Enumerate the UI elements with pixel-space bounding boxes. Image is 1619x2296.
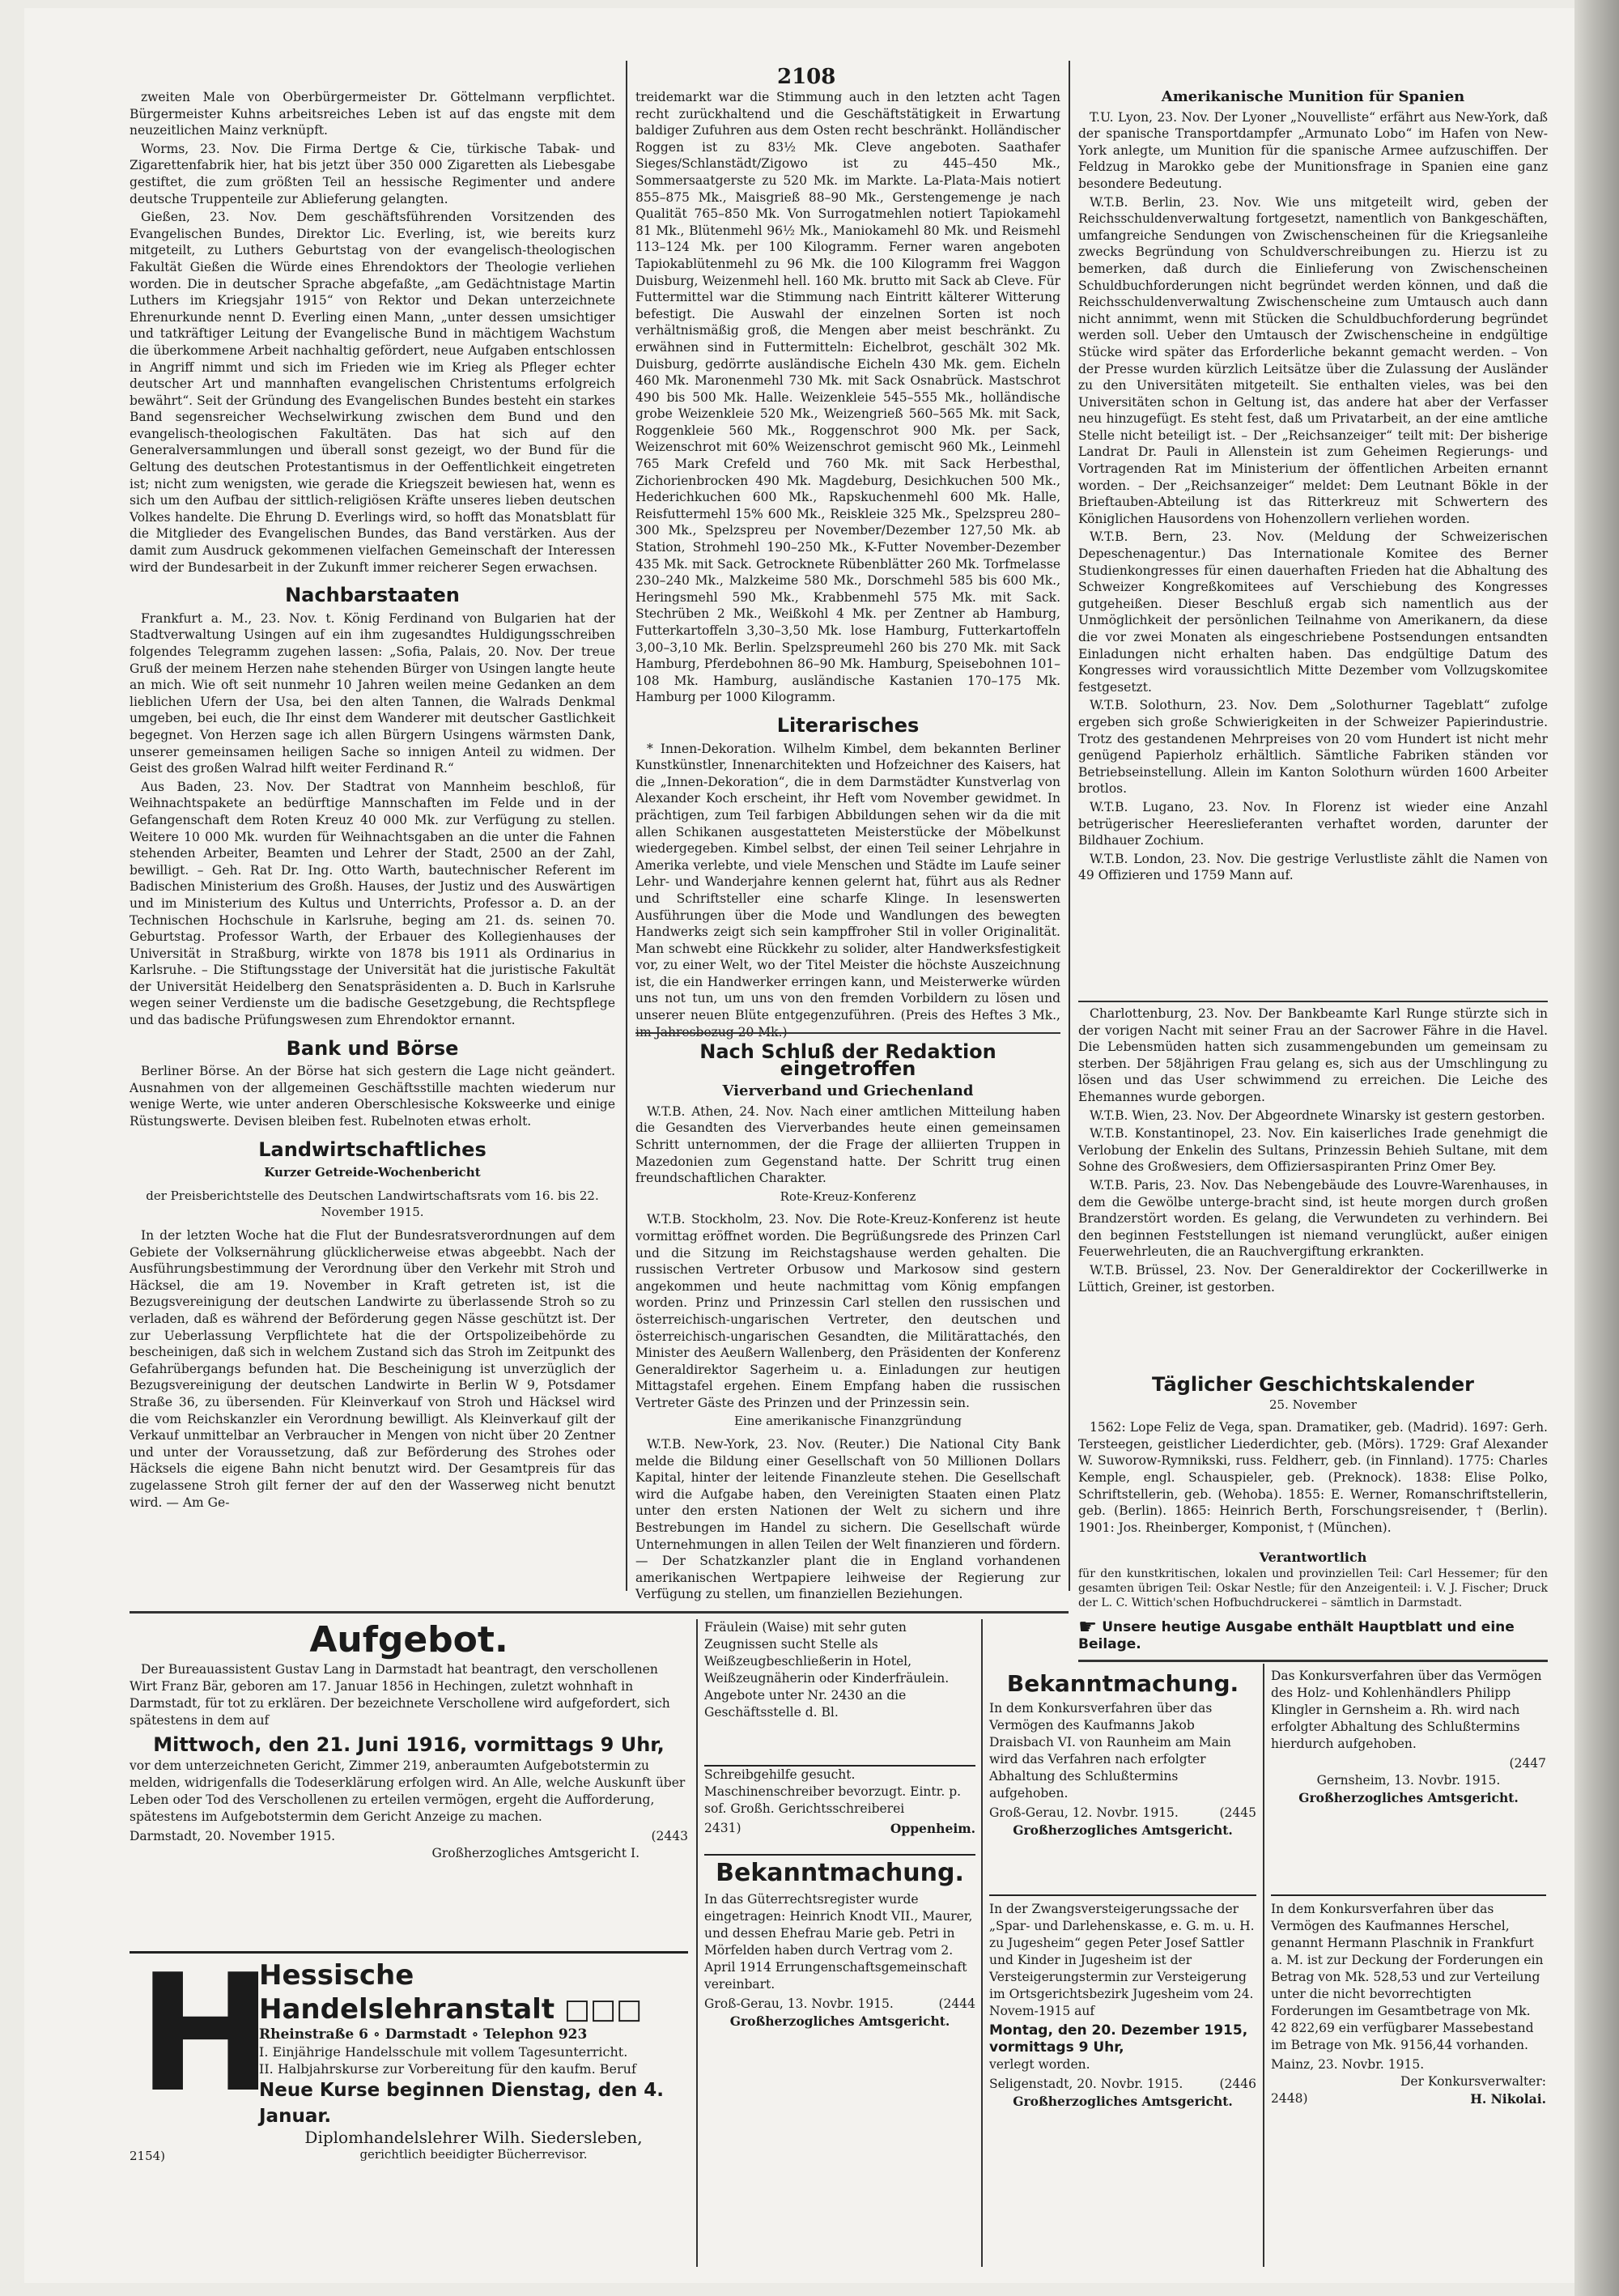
late-news	[635, 1040, 1060, 1602]
ad-bekanntmachung-2	[989, 1668, 1256, 1886]
ads-rule	[696, 1619, 698, 2267]
schreib-place: Oppenheim.	[890, 1821, 975, 1836]
hls-line-2: II. Halbjahrskurse zur Vorbereitung für den kaufm. Beruf	[259, 2061, 636, 2077]
bek1-place: Groß-Gerau, 13. Novbr. 1915.	[704, 1996, 894, 2011]
late-news-newyork: W.T.B. New-York, 23. Nov. (Reuter.) Die National City Bank melde die Bildung einer Gesellschaft von 50 Millionen Dollars Kapital, hinter der leitende Finanzleute stehen. Die Gesellschaft wird die Aufgabe haben, den Vereinigten Staaten einen Platz unter den ersten Nationen der Welt zu sichern und ihre Bestrebungen im Handel zu sichern. Die Gesellschaft würde Unternehmungen in allen Teilen der Welt finanzieren und fördern. — Der Schatzkanzler plant die in England vorhandenen amerikanischen Wertpapiere leihweise der Regierung zur Verfügung zu stellen, um finanziellen Beziehungen.	[635, 1437, 1060, 1602]
hls-initial: H	[138, 1940, 274, 2128]
aufgebot-court: Großherzogliches Amtsgericht I.	[431, 1846, 640, 1860]
konk1-court: Großherzogliches Amtsgericht.	[1298, 1790, 1519, 1805]
hls-line-5: gerichtlich beeidigter Bücherrevisor.	[359, 2147, 588, 2162]
bek3-number: (2446	[1219, 2077, 1256, 2091]
hls-squares: □□□	[563, 1993, 643, 2026]
hls-address: Rheinstraße 6 ∘ Darmstadt ∘ Telephon 923	[259, 2026, 588, 2043]
ads-rule	[1078, 1660, 1548, 1662]
column-3-lower	[1078, 1006, 1548, 1402]
section-heading-landwirtschaft: Landwirtschaftliches	[258, 1137, 487, 1161]
bek1-number: (2444	[938, 1996, 975, 2011]
ad-handelslehranstalt	[130, 1940, 688, 2277]
ad-konkurs-1	[1271, 1668, 1546, 1886]
imprint-heading: Verantwortlich	[1259, 1550, 1367, 1565]
hls-line-4: Diplomhandelslehrer Wilh. Siedersleben,	[304, 2128, 643, 2147]
bek2-place: Groß-Gerau, 12. Novbr. 1915.	[989, 1805, 1179, 1820]
hls-line-1: I. Einjährige Handelsschule mit vollem Tagesunterricht.	[259, 2044, 628, 2060]
article-baden: Aus Baden, 23. Nov. Der Stadtrat von Mannheim beschloß, für Weihnachtspakete an bedürftige Mannschaften im Felde und in der Gefangenschaft dem Roten Kreuz 40 000 Mk. zur Verfügung zu stellen. Weitere 10 000 Mk. wurden für Weihnachtsgaben an die unter die Fahnen stehenden Arbeiter, Beamten und Lehrer der Stadt, 2500 an der Zahl, bewilligt. – Geh. Rat Dr. Ing. Otto Warth, bautechnischer Referent im Badischen Ministerium des Großh. Hauses, der Justiz und des Auswärtigen und im Ministerium des Kultus und Unterrichts, Professor a. D. an der Technischen Hochschule in Karlsruhe, beging am 21. ds. seinen 70. Geburtstag. Professor Warth, der Erbauer des Kollegienhauses der Universität in Straßburg, wirkte von 1878 bis 1911 als Ordinarius in Karlsruhe. – Die Stiftungsstage der Universität hat die juristische Fakultät der Universität Heidelberg den Senatspräsidenten a. D. Buch in Karlsruhe wegen seiner Verdienste um die badische Gesetzgebung, die Rechtspflege und das badische Prüfungswesen zum Ehrendoktor ernannt.	[130, 779, 615, 1028]
ad-fraulein	[704, 1619, 975, 1765]
column-3	[1078, 89, 1548, 1085]
bek3-place: Seligenstadt, 20. Novbr. 1915.	[989, 2077, 1183, 2091]
aufgebot-text-2: vor dem unterzeichneten Gericht, Zimmer 219, anberaumten Aufgebotstermin zu melden, widrigenfalls die Todeserklärung erfolgen wird. An Alle, welche Auskunft über Leben oder Tod des Verschollenen zu erteilen vermögen, ergeht die Aufforderung, spätestens im Aufgebotstermin dem Gericht Anzeige zu machen.	[130, 1758, 686, 1824]
article-lyon: T.U. Lyon, 23. Nov. Der Lyoner „Nouvelliste“ erfährt aus New-York, daß der spanische Transportdampfer „Armunato Lobo“ im Hafen von New-York anlegte, um Munition für die spanische Armee aufzuschiffen. Der Feldzug in Marokko gebe der Munitionsfrage in Spanien eine ganz besondere Bedeutung.	[1078, 109, 1548, 191]
column-1	[130, 89, 615, 1603]
bek3-text-2: verlegt worden.	[989, 2057, 1090, 2072]
ad-bekanntmachung-1	[704, 1854, 975, 2277]
article-innen-dekoration: * Innen-Dekoration. Wilhelm Kimbel, dem bekannten Berliner Kunstkünstler, Innenarchitekten und Hofzeichner des Kaisers, hat die „Innen-Dekoration“, die in dem Darmstädter Kunstverlag von Alexander Koch erscheint, ihr Heft vom November gewidmet. In prächtigen, zum Teil farbigen Abbildungen sehen wir da die mit allen Schikanen ausgestatteten Meisterstücke der Möbelkunst wiedergegeben. Kimbel selbst, der einen Teil seiner Lehrjahre in Amerika verlebte, und viele Menschen und Städte im Laufe seiner Lehr- und Wanderjahre kennen gelernt hat, führt aus als Redner und Schriftsteller eine scharfe Klinge. In lesenswerten Ausführungen über die Mode und Wandlungen des bewegten Handwerks zeigt sich sein kampffroher Stil in voller Originalität. Man schwebt eine Rückkehr zu solider, alter Handwerksfestigkeit vor, zu einer Welt, wo der Titel Meister die höchste Auszeichnung ist, die ein Handwerker erringen kann, und Meisterwerke würden uns not tun, um uns von den fremden Vorbildern zu lösen und unserer neuen Blüte entgegenzuführen. (Preis des Heftes 3 Mk.,	[635, 741, 1060, 1023]
schreib-text: Schreibgehilfe gesucht. Maschinenschreiber bevorzugt. Eintr. p. sof. Großh. Gerichtsschreiberei	[704, 1767, 962, 1816]
bek1-text: In das Güterrechtsregister wurde eingetragen: Heinrich Knodt VII., Maurer, und dessen Ehefrau Marie geb. Petri in Mörfelden haben durch Vertrag vom 2. April 1914 Errungenschaftsgemeinschaft vereinbart.	[704, 1892, 973, 1992]
article-bern: W.T.B. Bern, 23. Nov. (Meldung der Schweizerischen Depeschenagentur.) Das Internationale Komitee des Berner Studienkongresses für einen dauerhaften Frieden hat die Abhaltung des Schweizer Kongreßkomitees auf Verschiebung des Kongresses gutgeheißen. Dieser Beschluß ergab sich namentlich aus der Unmöglichkeit der persönlichen Teilnahme von Amerikanern, da diese die vor zwei Monaten als eingeschriebene Postsendungen entsandten Einladungen nicht erhalten haben. Das endgültige Datum des Kongresses wird voraussichtlich Mitte Dezember vom Vollzugskomitee festgesetzt.	[1078, 529, 1548, 695]
ad-aufgebot	[130, 1619, 688, 1943]
column-2	[635, 89, 1060, 1032]
section-heading-bank: Bank und Börse	[286, 1036, 459, 1060]
history-date: 25. November	[1268, 1397, 1357, 1412]
late-news-sub-3: Eine amerikanische Finanzgründung	[734, 1414, 962, 1429]
ad-schreibgehilfe	[704, 1765, 975, 1856]
aufgebot-number: (2443	[651, 1829, 688, 1843]
aufgebot-title: Aufgebot.	[309, 1619, 508, 1660]
rule	[635, 1032, 1060, 1034]
article-paris: W.T.B. Paris, 23. Nov. Das Nebengebäude des Louvre-Warenhauses, in dem die Gewölbe unterge-bracht sind, ist heute morgen durch großen Brandzerstört worden. Es gelang, die Verwundeten zu verhindern. Bei den beginnen Feststellungen ist niemand verunglückt, außer einigen Feuerwehrleuten, die an Rauchvergiftung erkrankten.	[1078, 1177, 1548, 1260]
article-charlottenburg: Charlottenburg, 23. Nov. Der Bankbeamte Karl Runge stürzte sich in der vorigen Nacht mit seiner Frau an der Sacrower Fähre in die Havel. Die Lebensmüden hatten sich zusammengebunden um gemeinsam zu sterben. Der 58jährigen Frau gelang es, sich aus der Umschlingung zu lösen und das User schwimmend zu erreichen. Die Leiche des Ehemannes wurde geborgen.	[1078, 1006, 1548, 1104]
article-paragraph: zweiten Male von Oberbürgermeister Dr. Göttelmann verpflichtet. Bürgermeister Kuhns arbeitsreiches Leben ist auf das engste mit dem neuzeitlichen Mainz verknüpft.	[130, 90, 615, 138]
hls-line-3: Neue Kurse beginnen Dienstag, den 4. Januar.	[259, 2080, 664, 2127]
hls-title: Hessische Handelslehranstalt	[259, 1959, 555, 2026]
konk2-name: H. Nikolai.	[1470, 2091, 1546, 2107]
article-giessen: Gießen, 23. Nov. Dem geschäftsführenden Vorsitzenden des Evangelischen Bundes, Direktor Lic. Everling, ist, wie bereits kurz mitgeteilt, zu Luthers Geburtstag von der evangelisch-theologischen Fakultät Gießen die Würde eines Ehrendoktors der Theologie verliehen worden. Die in deutscher Sprache abgefaßte, „am Gedächtnistage Martin Luthers im Kriegsjahr 1915“ von Rektor und Dekan unterzeichnete Ehrenurkunde nennt D. Everling einen Mann, „unter dessen umsichtiger und tatkräftiger Leitung der Evangelische Bund in mächtigem Wachstum die überkommene Arbeit nachhaltig gefördert, neue Aufgaben entschlossen in Angriff nimmt und sich im Frieden wie im Krieg als Pfleger echter deutscher Art und mannhaften evangelischen Christentums erfolgreich bewährt“. Seit der Gründung des Evangelischen Bundes besteht ein starkes Band segensreicher Wechselwirkung zwischen dem Bund und den evangelisch-theologischen Fakultäten. Das hat sich auf den Generalversammlungen und überall sonst gezeigt, wo der Bund für die Geltung des deutschen Protestantismus in der Oeffentlichkeit eingetreten ist; nicht zum wenigsten, wie gerade die Kriegszeit bewiesen hat, wenn es sich um den Aufbau der sittlich-religiösen Kräfte unseres lieben deutschen Volkes handelte. Die Ehrung D. Everlings wird, so hofft das Monatsblatt für die Mitglieder des Evangelischen Bundes, das Band verstärken. Aus der damit zum Ausdruck gekommenen vielfachen Gemeinschaft der Interessen wird der Bundesarbeit in der Zukunft immer reicherer Segen erwachsen.	[130, 210, 615, 575]
aufgebot-place: Darmstadt, 20. November 1915.	[130, 1829, 336, 1843]
article-frankfurt: Frankfurt a. M., 23. Nov. t. König Ferdinand von Bulgarien hat der Stadtverwaltung Usingen auf ein ihm zugesandtes Huldigungsschreiben folgendes Telegramm zugehen lassen: „Sofia, Palais, 20. Nov. Der treue Gruß der meinem Herzen nahe stehenden Bürger von Usingen langte heute an mich. Wie oft seit nunmehr 10 Jahren weilen meine Gedanken an dem lieblichen Ufern der Usa, bei den alten Tannen, die Walrads Denkmal umgeben, bei euch, die Ihr einst dem Wanderer mit deutscher Gastlichkeit begegnet. Von Herzen sage ich allen Bürgern Usingens wärmsten Dank, unserer gemeinsamen heiligen Sache so innigen Anteil zu widmen. Der Geist des großen Walrad hilft weiter Ferdinand R.“	[130, 610, 615, 776]
bek1-court: Großherzogliches Amtsgericht.	[729, 2013, 950, 2029]
schreib-number: 2431)	[704, 1821, 742, 1835]
column-rule	[626, 61, 627, 1591]
late-news-sub-2: Rote-Kreuz-Konferenz	[780, 1188, 916, 1204]
hls-number: 2154)	[130, 2149, 166, 2163]
article-berlin: W.T.B. Berlin, 23. Nov. Wie uns mitgeteilt wird, geben der Reichsschuldenverwaltung fortgesetzt, namentlich von Bankgeschäften, umfangreiche Sendungen von Zwischenscheinen für die Kriegsanleihe zwecks Begründung von Schuldverschreibungen zu. Hierzu ist zu bemerken, daß durch die Einlieferung von Zwischenscheinen Schuldbuchforderungen nicht begründet werden können, und daß die Reichsschuldenverwaltung Zwischenscheine zum Umtausch auch dann nicht annimmt, wenn mit Stücken die Schuldbuchforderung begründet werden soll. Ueber den Umtausch der Zwischenscheine in endgültige Stücke wird später das Erforderliche bekannt gemacht werden. – Von der Presse wurden kürzlich Leitsätze über die Zulassung der Ausländer zu den Universitäten mitgeteilt. Sie enthalten vieles, was bei den Universitäten schon in Geltung ist, das andere hat aber der Verfasser neu hinzugefügt. Es steht fest, daß um Privatarbeit, an der eine amtliche Stelle nicht beteiligt ist. – Der „Reichsanzeiger“ teilt mit: Der bisherige Landrat Dr. Pauli in Allenstein ist zum Geheimen Regierungs- und Vortragenden Rat im Ministerium der öffentlichen Arbeiten ernannt worden. – Der „Reichsanzeiger“ meldet: Dem Leutnant Bökle in der Brieftauben-Abteilung ist das Ritterkreuz mit Schwertern des Königlichen Hausordens von Hohenzollern verliehen worden.	[1078, 194, 1548, 526]
rule	[1078, 1001, 1548, 1002]
bek3-date: Montag, den 20. Dezember 1915, vormittags 9 Uhr,	[989, 2022, 1248, 2056]
section-heading-literarisches: Literarisches	[776, 713, 920, 737]
konk1-place: Gernsheim, 13. Novbr. 1915.	[1316, 1773, 1501, 1788]
bek2-text: In dem Konkursverfahren über das Vermögen des Kaufmanns Jakob Draisbach VI. von Raunheim am Main wird das Verfahren nach erfolgter Abhaltung des Schlußtermins aufgehoben.	[989, 1701, 1231, 1801]
article-lugano: W.T.B. Lugano, 23. Nov. In Florenz ist wieder eine Anzahl betrügerischer Heereslieferanten verhaftet worden, darunter der Bildhauer Zochium.	[1078, 799, 1548, 848]
ads-rule	[130, 1611, 1069, 1614]
konk1-number: (2447	[1509, 1756, 1546, 1771]
imprint	[1078, 1550, 1548, 1623]
konk1-text: Das Konkursverfahren über das Vermögen des Holz- und Kohlenhändlers Philipp Klingler in Gernsheim a. Rh. wird nach erfolgter Abhaltung des Schlußtermins hierdurch aufgehoben.	[1271, 1669, 1542, 1751]
article-worms: Worms, 23. Nov. Die Firma Dertge & Cie, türkische Tabak- und Zigarettenfabrik hier, hat bis jetzt über 350 000 Zigaretten als Liebesgabe gestiftet, die zum größten Teil an hessische Regimenter und andere deutsche Truppenteile zur Ablieferung gelangten.	[130, 141, 615, 206]
ad-konkurs-2	[1271, 1894, 1546, 2277]
bek1-title: Bekanntmachung.	[716, 1859, 964, 1887]
column-rule	[1069, 61, 1070, 1591]
munition-heading: Amerikanische Munition für Spanien	[1161, 88, 1465, 105]
late-news-stockholm: W.T.B. Stockholm, 23. Nov. Die Rote-Kreuz-Konferenz ist heute vormittag eröffnet worden. Die Begrüßungsrede des Prinzen Carl und die Sitzung im Reichstagshause werden gehalten. Die russischen Vertreter Orbusow und Markosow sind gestern angekommen und heute nachmittag vom König empfangen worden. Prinz und Prinzessin Carl stellen den russischen und österreichisch-ungarischen Vertreter, den deutschen und österreichisch-ungarischen Gesandten, die Militärattachés, den Minister des Aeußern Wallenberg, den Präsidenten der Konferenz Generaldirektor Sagerheim u. a. Einladungen zur heutigen Mittagstafel ergehen. Einem Empfang haben die russischen Vertreter Gäste des Prinzen und der Prinzessin sein.	[635, 1212, 1060, 1410]
article-london: W.T.B. London, 23. Nov. Die gestrige Verlustliste zählt die Namen von 49 Offizieren und 1759 Mann auf.	[1078, 851, 1548, 883]
ads-rule	[1263, 1664, 1264, 2267]
konk2-place: Mainz, 23. Novbr. 1915.	[1271, 2057, 1425, 2072]
page-gutter	[1574, 0, 1619, 2296]
konk2-text: In dem Konkursverfahren über das Vermögen des Kaufmannes Herschel, genannt Hermann Plaschnik in Frankfurt a. M. ist zur Deckung der Forderungen ein Betrag von Mk. 528,53 und zur Verteilung unter die nicht bevorrechtigten Forderungen im Gesamtbetrage von Mk. 42 822,69 ein verfügbarer Massebestand im Betrage von Mk. 9156,44 vorhanden.	[1271, 1902, 1544, 2052]
article-getreide: In der letzten Woche hat die Flut der Bundesratsverordnungen auf dem Gebiete der Volksernährung glücklicherweise etwas abgeebbt. Nach der Ausführungsbestimmung der Verordnung über den Verkehr mit Stroh und Häcksel, die am 19. November in Kraft getreten ist, ist die Bezugsvereinigung der deutschen Landwirte zu überlassende Stroh so zu verladen, daß es während der Beförderung gegen Nässe geschützt ist. Der zur Ueberlassung Verpflichtete hat die der Ortspolizeibehörde zu bescheinigen, daß sich in welchem Zustand sich das Stroh im Zeitpunkt des Gefahrübergangs befunden hat. Die Bescheinigung ist unverzüglich der Bezugsvereinigung der deutschen Landwirte in Berlin W 9, Potsdamer Straße 36, zu übersenden. Für Kleinverkauf von Stroh und Häcksel wird die vom Reichskanzler ein Verordnung bewilligt. Als Kleinverkauf gilt der Verkauf unmittelbar an Verbraucher in Mengen von nicht über 20 Zentner und unter der Voraussetzung, daß zur Beförderung des Strohes oder Häcksels die eigene Bahn nicht benutzt wird. Der Gesamtpreis für das zugelassene Stroh gilt ferner der auf den der Wasserweg nicht benutzt wird. — Am Ge-	[130, 1228, 615, 1510]
bek3-court: Großherzogliches Amtsgericht.	[1013, 2094, 1233, 2109]
section-heading-nachbarstaaten: Nachbarstaaten	[285, 584, 460, 607]
ad-zwangsversteigerung	[989, 1894, 1256, 2277]
article-wien: W.T.B. Wien, 23. Nov. Der Abgeordnete Winarsky ist gestern gestorben.	[1090, 1108, 1545, 1123]
late-news-athen: W.T.B. Athen, 24. Nov. Nach einer amtlichen Mitteilung haben die Gesandten des Vierverbandes heute einen gemeinsamen Schritt unternommen, der die Frage der alliierten Truppen in Mazedonien zum Gegenstand hatte. Der Schritt trug einen freundschaftlichen Charakter.	[635, 1103, 1060, 1186]
history-heading: Täglicher Geschichtskalender	[1152, 1373, 1474, 1396]
history-text: 1562: Lope Feliz de Vega, span. Dramatiker, geb. (Madrid). 1697: Gerh. Tersteegen, geistlicher Liederdichter, geb. (Mörs). 1729: Graf Alexander W. Suworow-Rymnikski, russ. Feldherr, geb. (in Finnland). 1775: Charles Kemple, engl. Schauspieler, geb. (Preknock). 1838: Elise Polko, Schriftstellerin, geb. (Wehoba). 1855: E. Werner, Romanschriftstellerin, geb. (Berlin). 1865: Heinrich Berth, Forschungsreisender, † (Berlin). 1901: Jos. Rheinberger, Komponist, † (München).	[1078, 1420, 1548, 1535]
bek2-court: Großherzogliches Amtsgericht.	[1013, 1822, 1233, 1838]
bek2-title: Bekanntmachung.	[1006, 1670, 1239, 1697]
edition-notice-text: Unsere heutige Ausgabe enthält Hauptblatt und eine Beilage.	[1078, 1619, 1515, 1652]
article-getreide-cont: treidemarkt war die Stimmung auch in den letzten acht Tagen recht zurückhaltend und die Geschäftstätigkeit in Erwartung baldiger Zufuhren aus dem Osten recht beschränkt. Holländischer Roggen ist zu 83½ Mk. Cleve angeboten. Saathafer Sieges/Schlanstädt/Zigowo ist zu 445–450 Mk., Sommersaatgerste zu 520 Mk. im Markte. La-Plata-Mais notiert 855–875 Mk., Maisgrieß 88–90 Mk., Gerstengemenge je nach Qualität 765–850 Mk. Von Surrogatmehlen notiert Tapiokamehl 81 Mk., Blütenmehl 96½ Mk., Maniokamehl 80 Mk. und Reismehl 113–124 Mk. per 100 Kilogramm. Ferner waren angeboten Tapiokablütenmehl zu 96 Mk. die 100 Kilogramm frei Waggon Duisburg, Weizenmehl hell. 160 Mk. brutto mit Sack ab Cleve. Für Futtermittel war die Stimmung nach Eintritt kälterer Witterung befestigt. Die Auswahl der einzelnen Sorten ist noch verhältnismäßig groß, die Mengen aber meist beschränkt. Zu erwähnen sind in Futtermitteln: Eichelbrot, geschält 302 Mk. Duisburg, gedörrte ausländische Eicheln 430 Mk. gem. Eicheln 460 Mk. Maronenmehl 730 Mk. mit Sack Osnabrück. Mastschrot 490 bis 500 Mk. Halle. Weizenkleie 545–555 Mk., holländische grobe Weizenkleie 520 Mk., Weizengrieß 560–565 Mk. mit Sack, Roggenkleie 560 Mk., Roggenschrot 900 Mk. per Sack, Weizenschrot mit 60% Weizenschrot gemischt 960 Mk., Leinmehl 765 Mark Crefeld und 760 Mk. mit Sack Herbesthal, Zichorienbrocken 490 Mk. Magdeburg, Desichkuchen 500 Mk., Hederichkuchen 600 Mk., Rapskuchenmehl 600 Mk. Halle, Reisfuttermehl 15% 600 Mk., Reiskleie 325 Mk., Spelzspreu 280–300 Mk., Spelzspreu per November/Dezember 127,50 Mk. ab Station, Strohmehl 190–250 Mk., K-Futter November-Dezember 435 Mk. mit Sack. Getrocknete Rübenblätter 260 Mk. Torfmelasse 230–240 Mk., Malzkeime 580 Mk., Dorschmehl 585 bis 600 Mk., Heringsmehl 590 Mk., Krabbenmehl 575 Mk. mit Sack. Stechrüben 2 Mk., Weißkohl 4 Mk. per Zentner ab Hamburg, Futterkartoffeln 3,30–3,50 Mk. lose Hamburg, Futterkartoffeln 3,00–3,10 Mk. Berlin. Spelzspreumehl 260 bis 270 Mk. mit Sack Hamburg, Pferdebohnen 86–90 Mk. Hamburg, Speisebohnen 101–108 Mk. Hamburg, ausländische Kastanien 170–175 Mk. Hamburg per 1000 Kilogramm.	[635, 90, 1060, 705]
bek3-text: In der Zwangsversteigerungssache der „Spar- und Darlehenskasse, e. G. m. u. H. zu Jugesheim“ gegen Peter Josef Sattler und Kinder in Jugesheim ist der Versteigerungstermin zur Versteigerung im Ortsgerichtsbezirk Jugesheim vom 24. Novem-1915 auf	[989, 1902, 1255, 2018]
pointing-hand-icon: ☛	[1078, 1615, 1098, 1639]
konk2-role: Der Konkursverwalter:	[1400, 2074, 1546, 2089]
land-subtitle-2: der Preisberichtstelle des Deutschen Landwirtschaftsrats vom 16. bis 22. November 1915.	[146, 1188, 599, 1220]
late-news-sub-1: Vierverband und Griechenland	[722, 1082, 974, 1100]
article-solothurn: W.T.B. Solothurn, 23. Nov. Dem „Solothurner Tageblatt“ zufolge ergeben sich große Schwierigkeiten in der Schweizer Papierindustrie. Trotz des gestandenen Mehrpreises von 20 vom Hundert ist nicht mehr genügend Papierholz erhältlich. Sämtliche Fabriken ständen vor Betriebseinstellung. Allein im Kanton Solothurn würden 1600 Arbeiter brotlos.	[1078, 698, 1548, 797]
fraulein-text: Fräulein (Waise) mit sehr guten Zeugnissen sucht Stelle als Weißzeugbeschließerin in Hotel, Weißzeugnäherin oder Kinderfräulein. Angebote unter Nr. 2430 an die Geschäftsstelle d. Bl.	[704, 1620, 950, 1720]
aufgebot-date: Mittwoch, den 21. Juni 1916, vormittags 9 Uhr,	[153, 1733, 665, 1756]
bek2-number: (2445	[1219, 1805, 1256, 1820]
konk2-number: 2448)	[1271, 2091, 1308, 2106]
article-boerse: Berliner Börse. An der Börse hat sich gestern die Lage nicht geändert. Ausnahmen von der allgemeinen Geschäftsstille machten wiederum nur wenige Werte, wie unter anderen Oberschlesische Koksweerke und einige Rüstungswerte. Devisen bleiben fest. Rubelnoten etwas erholt.	[130, 1064, 615, 1129]
article-bruessel: W.T.B. Brüssel, 23. Nov. Der Generaldirektor der Cockerillwerke in Lüttich, Greiner, ist gestorben.	[1078, 1262, 1548, 1295]
aufgebot-text: Der Bureauassistent Gustav Lang in Darmstadt hat beantragt, den verschollenen Wirt Franz Bär, geboren am 17. Januar 1856 in Hechingen, zuletzt wohnhaft in Darmstadt, für tot zu erklären. Der bezeichnete Verschollene wird aufgefordert, sich spätestens in dem auf	[130, 1662, 670, 1728]
imprint-text: für den kunstkritischen, lokalen und provinziellen Teil: Carl Hessemer; für den gesamten übrigen Teil: Oskar Nestle; für den Anzeigenteil: i. V. J. Fischer; Druck der L. C. Wittich'schen Hofbuchdruckerei – sämtlich in Darmstadt.	[1078, 1567, 1548, 1609]
late-news-heading: Nach Schluß der Redaktion eingetroffen	[699, 1040, 996, 1080]
ads-rule	[981, 1619, 983, 2267]
land-subtitle: Kurzer Getreide-Wochenbericht	[264, 1165, 481, 1180]
page-number: 2108	[777, 65, 836, 89]
edition-notice	[1078, 1615, 1548, 1660]
article-konstantinopel: W.T.B. Konstantinopel, 23. Nov. Ein kaiserliches Irade genehmigt die Verlobung der Enkelin des Sultans, Prinzessin Behieh Sultane, mit dem Sohne des Großwesiers, dem Offiziersaspiranten Prinz Omer Bey.	[1078, 1126, 1548, 1175]
